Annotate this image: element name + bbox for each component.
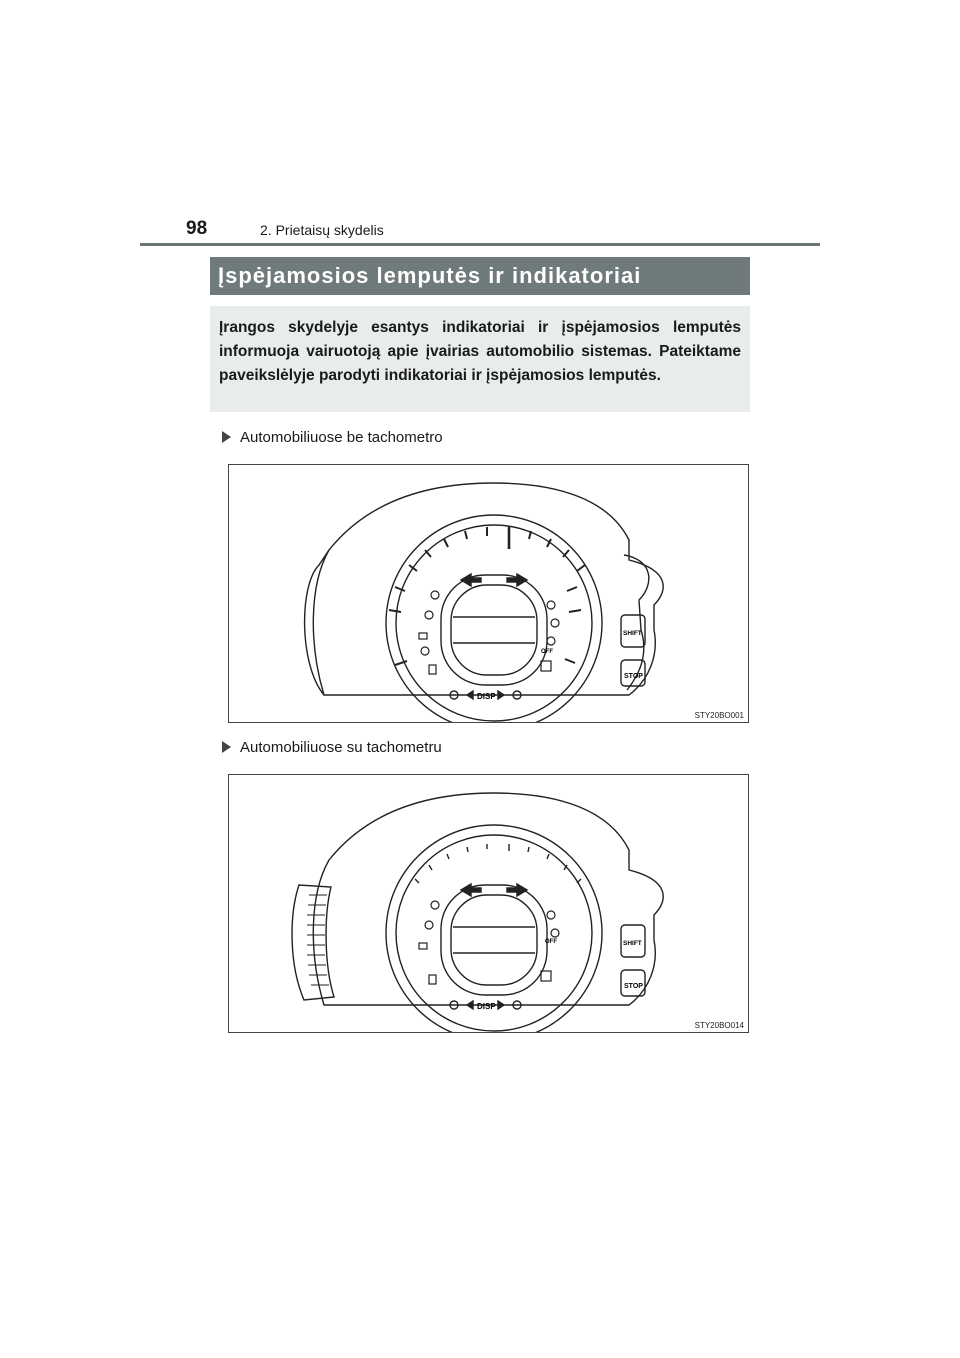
section-title: Įspėjamosios lemputės ir indikatoriai bbox=[210, 257, 750, 295]
stop-label: STOP bbox=[624, 983, 643, 990]
instrument-cluster-illustration bbox=[229, 465, 749, 723]
warning-lights bbox=[419, 901, 559, 984]
caption-text: Automobiliuose su tachometru bbox=[240, 739, 442, 756]
chapter-title: 2. Prietaisų skydelis bbox=[260, 222, 384, 238]
disp-label: DISP bbox=[477, 692, 496, 701]
disp-label: DISP bbox=[477, 1002, 496, 1011]
caption-with-tachometer bbox=[222, 739, 442, 756]
figure-code: STY20BO014 bbox=[694, 1021, 744, 1030]
speed-ticks bbox=[415, 844, 581, 883]
warning-lights bbox=[419, 591, 559, 674]
center-display bbox=[451, 895, 537, 985]
figure-code: STY20BO001 bbox=[694, 711, 744, 720]
display-bezel bbox=[441, 575, 547, 685]
caption-text: Automobiliuose be tachometro bbox=[240, 429, 443, 446]
figure-cluster-with-tachometer bbox=[228, 774, 749, 1033]
speed-ticks bbox=[389, 527, 585, 665]
stop-label: STOP bbox=[624, 673, 643, 680]
figure-cluster-without-tachometer bbox=[228, 464, 749, 723]
shift-label: SHIFT bbox=[623, 940, 642, 947]
left-hood-outline bbox=[305, 550, 329, 695]
bullet-arrow-icon bbox=[222, 431, 231, 443]
shift-label: SHIFT bbox=[623, 630, 642, 637]
header-rule bbox=[140, 243, 820, 246]
page-number: 98 bbox=[186, 218, 208, 239]
center-display bbox=[451, 585, 537, 675]
off-label: OFF bbox=[545, 939, 557, 945]
off-label: OFF bbox=[541, 649, 553, 655]
caption-without-tachometer bbox=[222, 429, 443, 446]
intro-box: Įrangos skydelyje esantys indikatoriai ir įspėjamosios lemputės informuoja vairuotoją apie įvairias automobilio sistemas. Pateiktame paveikslėlyje parodyti indikatoriai ir įspėjamosios lemputės. bbox=[210, 306, 750, 412]
bullet-arrow-icon bbox=[222, 741, 231, 753]
display-bezel bbox=[441, 885, 547, 995]
instrument-cluster-illustration bbox=[229, 775, 749, 1033]
